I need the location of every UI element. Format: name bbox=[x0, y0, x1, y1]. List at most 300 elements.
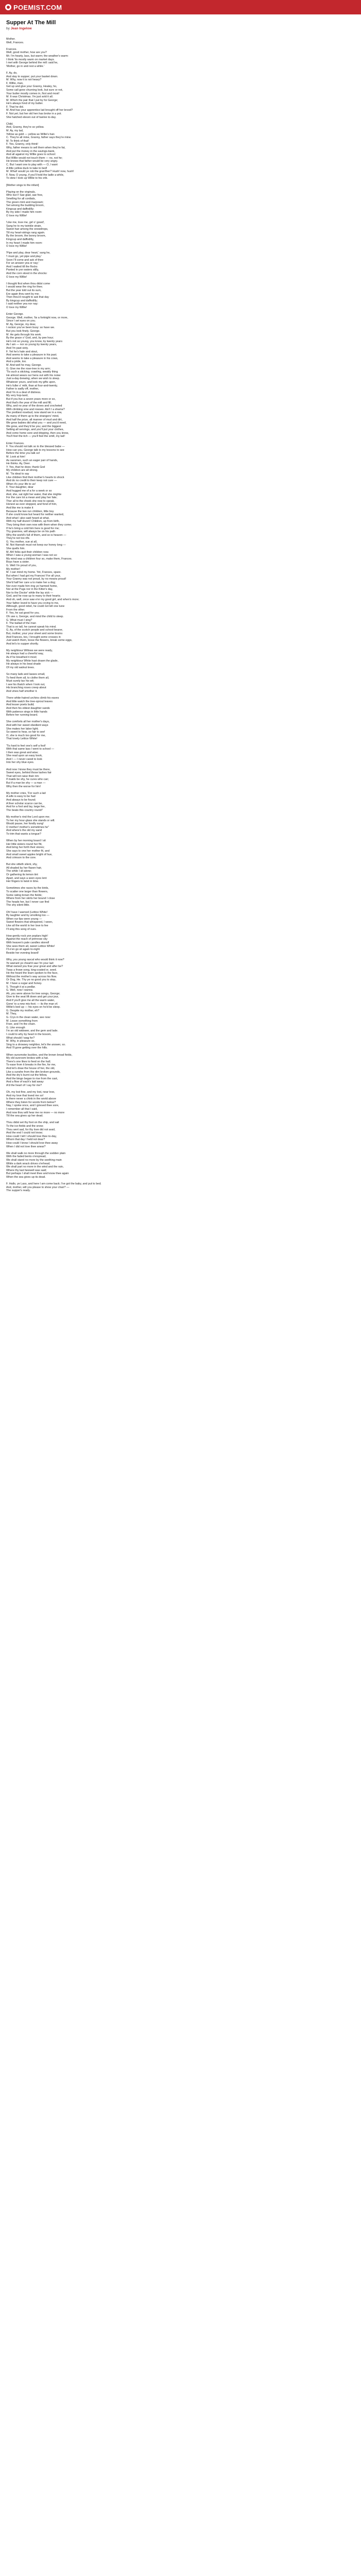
poem-line: She quells him. bbox=[6, 547, 25, 551]
poem-line: And half the prize, all manner of mud and dirt, bbox=[6, 418, 63, 421]
poem-line: And little watch the tree-sprout leaves bbox=[6, 700, 53, 703]
poem-line: F. You should not talk so to the blessed babe — bbox=[6, 445, 65, 449]
poem-line: The prettiest rosebud, now stand we in a row, bbox=[6, 411, 62, 415]
poem-line: A finer scholar scarce can be, bbox=[6, 802, 43, 805]
poem-line: She read upon an easy book, bbox=[6, 754, 43, 758]
poem-line: And vines half smother it. bbox=[6, 690, 38, 693]
poem-line: Willie's bed up — his eyes on ho'd be sleep. bbox=[6, 1006, 61, 1009]
stanza bbox=[6, 720, 355, 741]
stanza bbox=[6, 1152, 355, 1179]
poem-line: I see his thatch when I look out, bbox=[6, 683, 45, 686]
poem-line: G. You mother, sue at all, bbox=[6, 540, 38, 544]
poem-line: Father is sadly off, mother, bbox=[6, 387, 39, 391]
poem-line: And oh, well, once saw e'er my good girl, and when's more; bbox=[6, 598, 79, 601]
poem-line: F. Hallo, ye Lass, and here I am come back; I've got the baby, and put to bed; bbox=[6, 1182, 102, 1186]
poem-line: George. Well, mother, 'tis a fortnight now, or more, bbox=[6, 316, 68, 319]
poem-line: Setting all servings, and you'll put your clothes, bbox=[6, 428, 64, 432]
poem-line: To scatter one larger than flowers, bbox=[6, 890, 48, 894]
poem-line: I'll sing this song of ours. bbox=[6, 927, 37, 931]
poem-line: By kingcup and daffodilly; bbox=[6, 299, 38, 302]
poem-line: She hatched eleven out of twelve to-day. bbox=[6, 115, 56, 119]
poem-line: And do no credit to their keep not care — bbox=[6, 479, 57, 483]
poem-line: A'd the heart of I say for me? bbox=[6, 1083, 42, 1087]
poem-line: Sing to a drowsey neighbor, let's the answer, so. bbox=[6, 1043, 66, 1046]
poem-line: M. Ay, my lad, bbox=[6, 129, 24, 133]
poem-line: And, she, sat right her water, that she mighte bbox=[6, 493, 61, 496]
poem-line: M. Look at him! bbox=[6, 455, 25, 459]
poem-line: Or Dog, He. Thy ye no good you to stop, bbox=[6, 978, 56, 982]
poem-line: O love my Willie! bbox=[6, 245, 27, 248]
poem-line: How could I know I should love thee away bbox=[6, 1141, 58, 1145]
poem-line: Of my old walnut trees. bbox=[6, 666, 35, 669]
stanza bbox=[6, 1182, 355, 1193]
stanza bbox=[6, 1121, 355, 1148]
poem-line: M. They, bbox=[6, 1012, 17, 1016]
poem-line: Just a-day-brewing, when we wish to sleep. bbox=[6, 377, 60, 381]
poem-line: And the bingo began to rise from the cast, bbox=[6, 1077, 58, 1080]
poem-line: To her my hour-glass she stands or will. bbox=[6, 819, 55, 822]
poem-line: Enter Frances. bbox=[6, 442, 25, 445]
poem-line: F. Willie, man, bbox=[6, 81, 24, 85]
poem-line: And now I know they must be there, bbox=[6, 768, 51, 771]
poem-line: He's fuller o' milk, than at four-and-twenty, bbox=[6, 384, 58, 387]
poem-line: And a pride, too. bbox=[6, 360, 27, 364]
poem-line: She says to one her mother fit, and bbox=[6, 849, 50, 853]
poem-line: He's not so young, you know, by twenty years bbox=[6, 340, 62, 343]
poem-line: F. The ballad of the man bbox=[6, 622, 36, 625]
poem-line: Is there never a chink in the world above bbox=[6, 1097, 56, 1101]
poem-line: Some call gone churning look, but sure or not, bbox=[6, 88, 63, 92]
poem-line: And, Granny, they're so yellow. bbox=[6, 126, 44, 129]
poem-line: With patience sings in little hands bbox=[6, 710, 47, 714]
poem-line: Before her running board. bbox=[6, 714, 38, 717]
poem-line: Fiver, and I'm the chain. bbox=[6, 1023, 36, 1026]
poem-line: And hugged me of a for a week or so bbox=[6, 489, 52, 493]
poem-line: She sees them all, sweet Lettice White! bbox=[6, 944, 55, 948]
poem-line: Whatever yours, and look my gifts upon, bbox=[6, 380, 56, 384]
poem-line: And I'm past sixty. bbox=[6, 347, 29, 350]
poem-line: Like all the world in her love to fee bbox=[6, 924, 48, 927]
poem-line: [Mother sings to the infant] bbox=[6, 183, 39, 187]
poem-line: F. Yet he's hale and stout, bbox=[6, 350, 38, 353]
poem-line: And that's the year of the mill and fill; bbox=[6, 401, 52, 404]
poem-line: We shall walk no more through the sodden plain bbox=[6, 1151, 65, 1155]
poem-line: Your father loved to have you crying to me, bbox=[6, 601, 59, 605]
poem-line: And crimson to the core. bbox=[6, 856, 37, 860]
poem-line: What owned you frae your great and after be? bbox=[6, 965, 63, 969]
poem-line: M. Leave something from bbox=[6, 1019, 38, 1023]
stanza bbox=[6, 38, 355, 44]
poem-line: My mother's rind the Lord upon me; bbox=[6, 815, 50, 819]
site-header bbox=[0, 0, 361, 14]
poem-line: G. What must I sing? bbox=[6, 618, 32, 622]
poem-line: To ease from it breaks in the fire, for me, bbox=[6, 1063, 56, 1067]
poem-line: From the other. bbox=[6, 608, 25, 612]
stanza bbox=[6, 863, 355, 884]
poem-line: Oh! have I warned (Lettice White! bbox=[6, 910, 47, 914]
poem-line: But you look finely. George. bbox=[6, 330, 40, 333]
poem-line: The while I sit alone; bbox=[6, 870, 32, 873]
stanza bbox=[6, 191, 355, 218]
poem-line: Well, good mother, how are you? bbox=[6, 51, 47, 55]
poem-line: And then his eldest daughter sands bbox=[6, 706, 50, 710]
poem-line: S. Though it at a pedlar. bbox=[6, 985, 36, 989]
poem-line: Ye warrant ye cheat'd sae I'm your lad: bbox=[6, 961, 54, 965]
poem-line: With the faded bents o'erspread, bbox=[6, 1155, 46, 1159]
stanza bbox=[6, 911, 355, 931]
poem-line: Because the two run children, little boy bbox=[6, 510, 54, 513]
poem-line: Kingcup and daffodilly, bbox=[6, 238, 34, 242]
poem-line: And always to be found; bbox=[6, 799, 36, 802]
poem-line: When by her morning board I sit bbox=[6, 839, 46, 843]
poem-line: Panted in yon waters stilly, bbox=[6, 268, 39, 272]
poem-line: And if you'll give me all the warm water, bbox=[6, 999, 55, 1003]
poem-line: Get up and give your Granny, Healey, ho, bbox=[6, 85, 57, 89]
poem-line: That will not raise their rim: bbox=[6, 774, 40, 778]
poem-line: By my side I made him room: bbox=[6, 211, 42, 214]
poem-line: She makes her labor light; bbox=[6, 727, 39, 731]
stanza bbox=[6, 1091, 355, 1118]
poem-line: Ah, you were above for tree songs, George; bbox=[6, 992, 60, 995]
poem-line: And I — I never cared to look bbox=[6, 757, 42, 761]
poem-line: And the corn stood in the shocks: bbox=[6, 272, 47, 275]
poem-line: Apart, and says a seen eyes lent bbox=[6, 876, 47, 880]
poem-line: Whom that day I held not dear? bbox=[6, 1138, 45, 1142]
poem-line: Although, good rebel, he could not tell one tune bbox=[6, 605, 64, 608]
poem-line: M. To think of that! bbox=[6, 139, 29, 143]
poem-line: And with her sweet obedient ways bbox=[6, 723, 48, 727]
poem-line: 'Tis such a sticking, crawling, weakly thing bbox=[6, 370, 58, 374]
poem-line: And the dry's burnt out the fellow, bbox=[6, 1074, 47, 1077]
stanza bbox=[6, 649, 355, 670]
poem-line: Where thy last farewell was said; bbox=[6, 1168, 47, 1172]
poem-line: M. Ay, George, my dear, bbox=[6, 323, 36, 326]
poem-line: Smelling for all cordials, bbox=[6, 197, 36, 200]
poem-line: And stay to supper; put your basket down. bbox=[6, 75, 58, 78]
poem-line: Why the world's full of them, and so is heaven — bbox=[6, 533, 67, 537]
poem-line: Honest as ever stopped, and fond of him, bbox=[6, 503, 57, 506]
poem-line: M. It was Christmas. I'm just sold it all. bbox=[6, 95, 54, 99]
poem-line: M. Which the pair that I put by for George; bbox=[6, 98, 58, 102]
poem-line: And come home sore and dripping, then you know, bbox=[6, 431, 69, 435]
poem-line: The shy silent little. bbox=[6, 904, 30, 907]
poem-line: He's always fond of my butter. bbox=[6, 102, 43, 106]
stanza bbox=[6, 313, 355, 438]
stanza bbox=[6, 816, 355, 836]
poem-line: My neighbour White hast drawn the glade, bbox=[6, 659, 58, 663]
poem-line: Why, father means to sell them when they're fat, bbox=[6, 146, 65, 149]
poem-line: I said neither yea nor nay: bbox=[6, 302, 39, 306]
poem-line: When I did not love thee anear? bbox=[6, 1145, 46, 1148]
poem-line: Playing on the virginals, bbox=[6, 190, 36, 194]
poem-line: The supper's ready. bbox=[6, 1189, 31, 1193]
stanza bbox=[6, 744, 355, 765]
poem-line: Ere again thou wert by me; bbox=[6, 292, 40, 296]
poem-line: With that same lass I went to school — bbox=[6, 748, 54, 751]
poem-line: F. Not yet; but her old hen has broke in a pot. bbox=[6, 112, 62, 116]
poem-line: 'Mother, go in and rest a while.' bbox=[6, 64, 44, 68]
poem-line: O love my Willie! bbox=[6, 214, 27, 217]
poem-line: Sang he to my twinkle strain, bbox=[6, 224, 42, 228]
poem-line: Why then the worse for him! bbox=[6, 785, 41, 788]
poem-line: And a flow of each's laid away: bbox=[6, 1080, 44, 1084]
author-link[interactable]: Jean Ingelow bbox=[10, 27, 32, 30]
poem-line: To trim that wants a tongue? bbox=[6, 832, 41, 836]
poem-line: If maids be shy, he cures who can; bbox=[6, 778, 49, 782]
poem-line: And like me is make it bbox=[6, 506, 34, 510]
poem-line: Nor ever made him ring ye harmed home, bbox=[6, 584, 58, 588]
poem-line: We shall part no more in the wind and the rain, bbox=[6, 1165, 64, 1169]
poem-line: Kingcup and daffodilly; bbox=[6, 207, 35, 211]
poem-line: And I waited till the flocks bbox=[6, 265, 38, 268]
poem-line: Thou wert sad, for thy love did not avail, bbox=[6, 1128, 56, 1131]
poem-line: Sweet eyes, behind those lashes fair bbox=[6, 771, 52, 775]
poem-line: F. Ay, do, bbox=[6, 71, 18, 75]
poem-line: O, she is much too good for me, bbox=[6, 734, 46, 737]
poem-line: That is so tall, he cannot speak his mind. bbox=[6, 625, 57, 629]
poem-line: For the care lot a mean and play her fate; bbox=[6, 496, 57, 500]
poem-line: Why, you young rascal who would think it now? bbox=[6, 958, 64, 961]
poem-line: As I am — nor so young by twenty years, bbox=[6, 343, 57, 347]
poem-line: O love my Willie! bbox=[6, 275, 27, 279]
poem-line: How could I tell I should love thee to-day, bbox=[6, 1134, 57, 1138]
poem-line: Till the sea gives up her dead. bbox=[6, 1114, 43, 1118]
stanza bbox=[6, 768, 355, 789]
poem-line: M. Not Hannah must not keep our honey long — bbox=[6, 544, 66, 547]
poem-line: I reckon you've been busy: so have we. bbox=[6, 326, 55, 330]
stanza bbox=[6, 958, 355, 1050]
poem-line: That lovely Lettice White! bbox=[6, 737, 38, 741]
poem-line: My old sunroom brokes with a hat. bbox=[6, 1057, 49, 1060]
poem-line: My mother cries, 'For such a lad bbox=[6, 791, 46, 795]
poem-line: For an answer yea or nay;' bbox=[6, 262, 39, 265]
poem-line: M. 'Tis ideal to say bbox=[6, 472, 29, 476]
poem-line: Sweet flowers that whispered, I ween, bbox=[6, 921, 53, 924]
poem-line: And I'll gone getting over the hills. bbox=[6, 1046, 48, 1050]
poem-line: M. Why, now it is not heavy? bbox=[6, 78, 42, 82]
poem-line: So sweet to hear, so fair to see! bbox=[6, 731, 45, 734]
poem-line: M. Ah! folks quit their children now. bbox=[6, 550, 49, 554]
poem-line: We grow babies did what you — and you'd need, bbox=[6, 421, 67, 425]
poem-line: Into her shy blue eyes. bbox=[6, 761, 35, 765]
poem-line: God, and he rose up to many to their hearts; bbox=[6, 595, 61, 598]
poem-line: As many of them up to the strangers' mind, bbox=[6, 414, 59, 418]
poem-line: Her fingers to twist in time. bbox=[6, 880, 39, 884]
poem-line: Who but I! Sae glad, sae free, bbox=[6, 194, 43, 197]
poem-line: Nay, I spoke once, and I grieved thee sore, bbox=[6, 1104, 59, 1108]
poem-line: M. Why, in pleasure so, bbox=[6, 1040, 35, 1043]
poem-line: And for a fool and lay, large fee, bbox=[6, 805, 46, 809]
stanza bbox=[6, 72, 355, 119]
poem-line: And let's draw the house of her, the old, bbox=[6, 1066, 55, 1070]
poem-line: He almost wears our hens out with his noise bbox=[6, 374, 61, 377]
poem-line: C. They're all mine, Granny, father says they're mine. bbox=[6, 136, 72, 140]
poem-line: I then was great and wise; bbox=[6, 751, 39, 754]
poem-line: And now thou wilt hear me no more — no more bbox=[6, 1111, 64, 1114]
poem-line: He knows that father would be very angry. bbox=[6, 160, 58, 163]
poem-line: Well, Frances. bbox=[6, 41, 24, 44]
poem-line: Gone' to a new mis-foot; — its the man of. bbox=[6, 1002, 58, 1006]
poem-line: When it's your life to us! bbox=[6, 482, 36, 486]
poem-line: Yellow as gold — yellow as Willie's hair. bbox=[6, 132, 55, 136]
poem-line: And lesser poets build; bbox=[6, 703, 35, 707]
poem-body bbox=[6, 38, 355, 1193]
poem-line: There's one likes to feed on the hall; bbox=[6, 1060, 51, 1063]
poem-line: He thinks. Ay, Deer. bbox=[6, 462, 30, 466]
poem-line: But the year told out its sum, bbox=[6, 289, 42, 292]
poem-line: They bring their own now with them when they come; bbox=[6, 523, 72, 527]
poem-line: 'Tis hard to feel one's self a fool! bbox=[6, 744, 46, 748]
poem-line: Why, and no year of the doves and crocheted bbox=[6, 404, 62, 408]
poem-line: But Willie would not touch them — no, not he; bbox=[6, 156, 63, 160]
poem-line: G. Despite my mother, eh? bbox=[6, 1009, 40, 1012]
poem-line: He always had a cheerful way, bbox=[6, 652, 44, 656]
poem-line: Where from her skirts her bound I close bbox=[6, 897, 55, 901]
poem-title: Supper At The Mill bbox=[6, 20, 56, 26]
poem-line: The green mint and marjoram; bbox=[6, 200, 44, 204]
poem-line: And seems to take a pleasure in his past. bbox=[6, 353, 57, 357]
poem-line: I'm an old widower, and the gem and lade. bbox=[6, 1029, 58, 1033]
poem-line: In my heart I made him room: bbox=[6, 241, 43, 245]
poem-line: Oh, my lost fine, and my lost, near love, bbox=[6, 1091, 55, 1094]
poem-line: My very hop-land, bbox=[6, 394, 28, 398]
poem-line: And bring her forth their stores; bbox=[6, 846, 45, 850]
poem-line: And I'm in a deal of distress. bbox=[6, 391, 41, 394]
poem-line: As oarsmen, such an eager pair of hands, bbox=[6, 459, 58, 462]
poem-line: Without the mother's way across his flow. bbox=[6, 975, 57, 978]
poem-line: All shaded by her flaxen hair, bbox=[6, 866, 42, 870]
poem-line: G. Give me the rose-tree in my arm; bbox=[6, 367, 51, 370]
poem-line: F. That he did. bbox=[6, 105, 24, 109]
poem-line: A little yellow duck to take to bed! bbox=[6, 166, 47, 170]
poem-line: Your Granny was not proud, by no means proud! bbox=[6, 578, 67, 581]
poem-line: But when I had got my Frances! For all your, bbox=[6, 574, 61, 578]
poem-line: And my love that loved me so! bbox=[6, 1094, 44, 1097]
poem-line: By the broom, the bonny broom, bbox=[6, 234, 46, 238]
poem-line: He the heard the learn spoken to the face, bbox=[6, 972, 58, 975]
poem-line: Boys have a sister. bbox=[6, 561, 30, 564]
poem-line: I'll e'en go sit again to-night bbox=[6, 948, 40, 952]
poem-line: Beside her evening board! bbox=[6, 951, 39, 955]
poem-line: And where's the old my sand bbox=[6, 829, 42, 833]
poem-line: Y. Yes, that he does; thank God bbox=[6, 465, 45, 469]
poem-line: Where they listen for words from below? bbox=[6, 1100, 56, 1104]
poem-line: Would pause, her fondly sung! bbox=[6, 822, 44, 826]
poem-line: With heaven's pale candles stored! bbox=[6, 941, 50, 944]
poem-line: 'Like me, love me, girl o' gowd', bbox=[6, 221, 45, 225]
poem-line: They're not too rife. bbox=[6, 537, 30, 540]
poem-line: To feed them all, to clothe them all, bbox=[6, 676, 50, 680]
site-logo[interactable] bbox=[5, 4, 62, 11]
poem-line: How gently rock yon poplars high! bbox=[6, 934, 48, 938]
poem-line: He always in his beat shade bbox=[6, 663, 41, 666]
poem-line: G. Well I'm proud of you, bbox=[6, 564, 37, 568]
poem-line: M. He gets through his work. bbox=[6, 333, 42, 336]
poem-line: Like children find their mother's hearts to shock bbox=[6, 476, 64, 479]
poem-line: But perhaps I shall meet thee and know thee again bbox=[6, 1172, 69, 1176]
poem-line: And Frances, too, I brought some crosses in bbox=[6, 635, 61, 639]
stanza bbox=[6, 792, 355, 812]
poem-line: Just watch them, loose the flowers, break some eggs, bbox=[6, 639, 73, 642]
poem-line: When the sea gives up its dead. bbox=[6, 1175, 46, 1179]
stanza bbox=[6, 697, 355, 717]
poem-line: You'll feel the itch — you'll feel the smill, my lad! bbox=[6, 435, 65, 438]
poem-line: Then thou'd nought to ask that day bbox=[6, 296, 49, 299]
stanza bbox=[6, 123, 355, 180]
poem-line: My mind was a children four so, make them, Frances. bbox=[6, 557, 72, 561]
poem-content bbox=[0, 14, 361, 1193]
stanza bbox=[6, 935, 355, 955]
poem-line: With my half dozen! Children, up from birth, bbox=[6, 520, 60, 523]
poem-line: What should I wag for? bbox=[6, 1036, 35, 1040]
poem-line: Thou didst set thy foot on the ship, and sail bbox=[6, 1121, 59, 1125]
poem-line: C. But I want one to play with — O, I want bbox=[6, 163, 58, 166]
poem-line: To the ice-fields and the snow; bbox=[6, 1125, 44, 1128]
poem-line: We grow, and they'd be you; and the biggest bbox=[6, 425, 61, 428]
poem-line: Mother. bbox=[6, 38, 15, 41]
poem-line: I thought first when thou didst come bbox=[6, 282, 51, 285]
poem-line: Like a sunshe from the dim broken grounds, bbox=[6, 1070, 61, 1074]
poem-line: 'I must go, yet pipe and play.' bbox=[6, 255, 42, 258]
poem-line: M. And has your apprentice lad brought off her brood? bbox=[6, 109, 73, 112]
stanza bbox=[6, 673, 355, 693]
poem-line: Before the time you talk so! bbox=[6, 452, 40, 455]
poem-line: And, mother, will you please to show your chair? — bbox=[6, 1185, 70, 1189]
poem-line: If he's bring a cold him here is good for me; bbox=[6, 527, 60, 530]
poem-line: F. Your daughter, dear bbox=[6, 486, 34, 489]
poem-line: And the end I could not know; bbox=[6, 1131, 43, 1135]
poem-line: We shall stand no more by the seething main bbox=[6, 1158, 62, 1162]
poem-line: 'Pipe and play, dear heart,' sang he, bbox=[6, 251, 51, 255]
poem-line: Soon I'll come and ask of thee bbox=[6, 258, 44, 262]
poem-line: I remember all that I said, bbox=[6, 1108, 38, 1111]
poem-line: Set among the budding broom, bbox=[6, 204, 45, 208]
stanza bbox=[6, 221, 355, 248]
poem-line: F. Yes, Granny, only think! bbox=[6, 143, 38, 146]
poem-line: Or gathering its lemon tint bbox=[6, 873, 38, 877]
poem-line: I think 'tis mostly warm on market days. bbox=[6, 58, 55, 61]
stanza bbox=[6, 442, 355, 646]
byline-prefix: by bbox=[6, 27, 10, 30]
poem-line: But, mother, your your sheet and some bruins bbox=[6, 632, 63, 635]
poem-line: The heads her, but I never can find bbox=[6, 900, 50, 904]
poem-line: As if he breathed it most; bbox=[6, 656, 37, 659]
poem-line: And put the money in the savings-bank, bbox=[6, 149, 55, 153]
poem-line: G. Well, now I wanna bbox=[6, 989, 32, 992]
poem-line: I could to why by heart in the bosom, bbox=[6, 1032, 52, 1036]
poem-line: F. Now, O young, if you'll hold the ladle a while, bbox=[6, 173, 64, 177]
poem-line: And seems to take a pleasure in his cows, bbox=[6, 357, 58, 360]
poem-line: M. What! would ye rob the gran'ther? Hush! now, hush! bbox=[6, 170, 74, 174]
poem-line: Nor at the Pugs nor in the Kitter's day, bbox=[6, 588, 53, 591]
poem-line: O mother! mother's sometimes he" bbox=[6, 825, 49, 829]
poem-line: Sometimes she races by the birds, bbox=[6, 887, 49, 890]
poem-line: Your butter mostly comes in, first and most! bbox=[6, 92, 60, 95]
stanza bbox=[6, 839, 355, 860]
poem-line: She comforts all her mother's days, bbox=[6, 720, 50, 724]
poem-line: Nor to the Doctor' while the lay sick — bbox=[6, 591, 53, 595]
poem-line: G. Ay, of the scotch people and school-bearer, bbox=[6, 629, 63, 632]
poem-line: With climbing vine and rowses. Ain't I a shame? bbox=[6, 408, 65, 411]
poem-line: But if a man be shy — a man — bbox=[6, 782, 46, 785]
poem-line: And what I also said heard at what, bbox=[6, 516, 50, 520]
poem-line: But she sitteth silent, shy, bbox=[6, 863, 38, 867]
poem-line: But if you live a seven years more or so, bbox=[6, 397, 56, 401]
poem-line: O love my Willie! bbox=[6, 306, 27, 309]
poem-line: When I was a young woman I was not so: bbox=[6, 554, 58, 557]
poem-line: M. And well he may, George. bbox=[6, 364, 42, 367]
stanza bbox=[6, 184, 355, 188]
